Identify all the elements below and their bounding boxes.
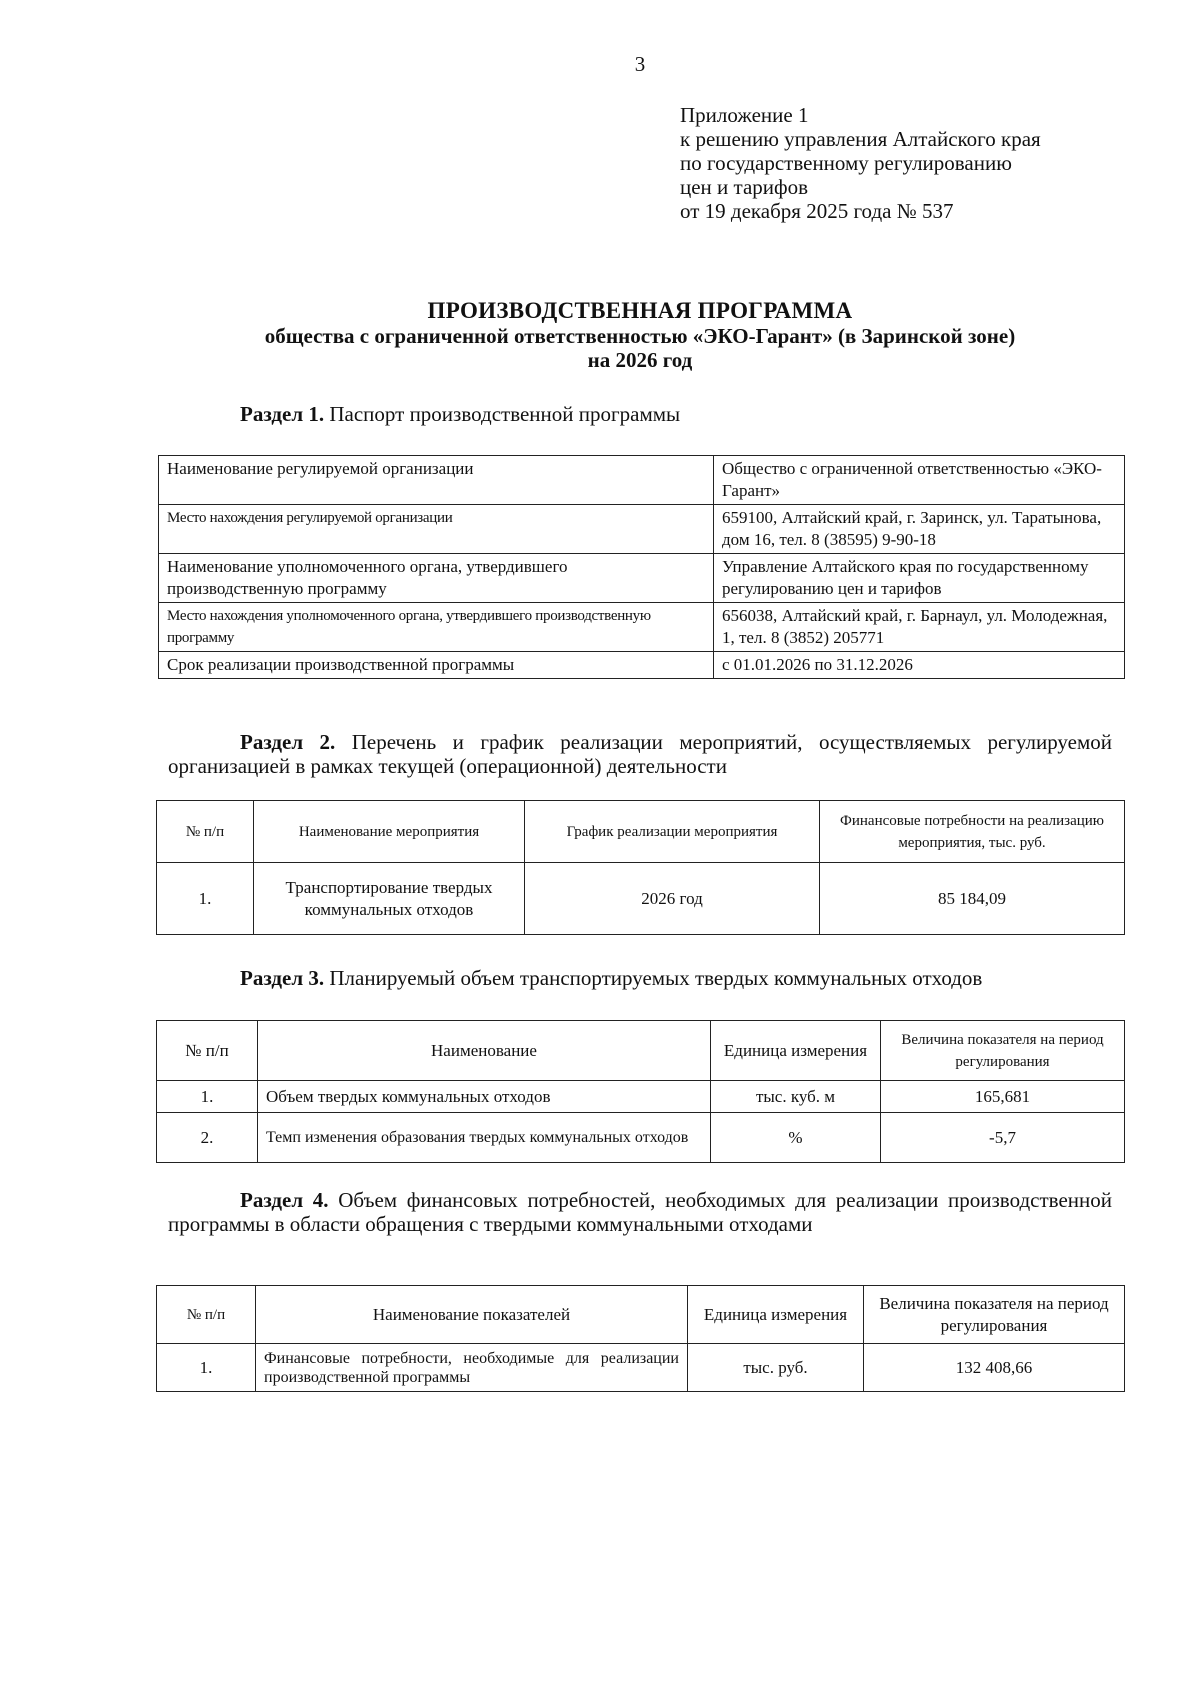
passport-value: 656038, Алтайский край, г. Барнаул, ул. Молодежная, 1, тел. 8 (3852) 205771 [714, 603, 1125, 652]
passport-table [158, 455, 1125, 679]
passport-value: Общество с ограниченной ответственностью «ЭКО-Гарант» [714, 456, 1125, 505]
passport-name: Наименование регулируемой организации [159, 456, 714, 505]
col-header: Единица измерения [711, 1021, 881, 1081]
section2-label: Раздел 2. [240, 730, 336, 754]
activity-name: Транспортирование твердых коммунальных отходов [254, 863, 525, 935]
table-row [157, 1113, 1125, 1163]
section2-text: Перечень и график реализации мероприятий, осуществляемых регулируемой организацией в рамках текущей (операционной) деятельности [168, 730, 1112, 778]
row-number: 1. [157, 1344, 256, 1392]
appendix-line: к решению управления Алтайского края [680, 127, 1041, 151]
row-number: 1. [157, 863, 254, 935]
section1-text: Паспорт производственной программы [324, 402, 681, 426]
col-header: Единица измерения [688, 1286, 864, 1344]
col-header: № п/п [157, 1286, 256, 1344]
col-header: № п/п [157, 1021, 258, 1081]
passport-value: с 01.01.2026 по 31.12.2026 [714, 652, 1125, 679]
appendix-block [680, 103, 1041, 223]
page-number: 3 [634, 52, 646, 76]
row-number: 2. [157, 1113, 258, 1163]
appendix-line: по государственному регулированию [680, 151, 1012, 175]
table-header-row [157, 1286, 1125, 1344]
section3-label: Раздел 3. [240, 966, 325, 990]
col-header: Величина показателя на период регулирования [881, 1021, 1125, 1081]
table-row [159, 456, 1125, 505]
title-year: на 2026 год [587, 348, 693, 372]
financial-table [156, 1285, 1125, 1392]
passport-name: Место нахождения регулируемой организации [159, 505, 714, 554]
section1-label: Раздел 1. [240, 402, 325, 426]
table-row [159, 652, 1125, 679]
section4-heading [168, 1188, 1112, 1236]
col-header: Наименование [258, 1021, 711, 1081]
indicator-value: -5,7 [881, 1113, 1125, 1163]
volume-table [156, 1020, 1125, 1163]
table-row [159, 603, 1125, 652]
table-header-row [157, 1021, 1125, 1081]
col-header: Величина показателя на период регулирования [864, 1286, 1125, 1344]
col-header: Наименование мероприятия [254, 801, 525, 863]
document-title [0, 298, 1200, 372]
col-header: График реализации мероприятия [525, 801, 820, 863]
col-header: № п/п [157, 801, 254, 863]
row-number: 1. [157, 1081, 258, 1113]
col-header: Финансовые потребности на реализацию мероприятия, тыс. руб. [820, 801, 1125, 863]
passport-name: Место нахождения уполномоченного органа, утвердившего производственную программу [159, 603, 714, 652]
section4-text: Объем финансовых потребностей, необходимых для реализации производственной программы в области обращения с твердыми коммунальными отходами [168, 1188, 1112, 1236]
appendix-line: от 19 декабря 2025 года № 537 [680, 199, 954, 223]
passport-value: Управление Алтайского края по государственному регулированию цен и тарифов [714, 554, 1125, 603]
title-organization: общества с ограниченной ответственностью «ЭКО-Гарант» (в Заринской зоне) [264, 324, 1016, 348]
indicator-name: Темп изменения образования твердых коммунальных отходов [258, 1113, 711, 1163]
activities-table [156, 800, 1125, 935]
appendix-line: Приложение 1 [680, 103, 809, 127]
indicator-name: Объем твердых коммунальных отходов [258, 1081, 711, 1113]
table-header-row [157, 801, 1125, 863]
indicator-unit: тыс. куб. м [711, 1081, 881, 1113]
section2-heading [168, 730, 1112, 778]
passport-name: Срок реализации производственной программы [159, 652, 714, 679]
section3-heading [240, 966, 982, 990]
passport-value: 659100, Алтайский край, г. Заринск, ул. Таратынова, дом 16, тел. 8 (38595) 9-90-18 [714, 505, 1125, 554]
indicator-value: 165,681 [881, 1081, 1125, 1113]
table-row [157, 1081, 1125, 1113]
passport-name: Наименование уполномоченного органа, утвердившего производственную программу [159, 554, 714, 603]
indicator-unit: тыс. руб. [688, 1344, 864, 1392]
section4-label: Раздел 4. [240, 1188, 329, 1212]
activity-amount: 85 184,09 [820, 863, 1125, 935]
section1-heading [240, 402, 680, 426]
section3-text: Планируемый объем транспортируемых твердых коммунальных отходов [324, 966, 983, 990]
indicator-value: 132 408,66 [864, 1344, 1125, 1392]
indicator-unit: % [711, 1113, 881, 1163]
table-row [157, 1344, 1125, 1392]
table-row [157, 863, 1125, 935]
table-row [159, 505, 1125, 554]
appendix-line: цен и тарифов [680, 175, 809, 199]
col-header: Наименование показателей [256, 1286, 688, 1344]
activity-schedule: 2026 год [525, 863, 820, 935]
title-main: ПРОИЗВОДСТВЕННАЯ ПРОГРАММА [427, 298, 853, 323]
indicator-name: Финансовые потребности, необходимые для реализации производственной программы [256, 1344, 688, 1392]
table-row [159, 554, 1125, 603]
